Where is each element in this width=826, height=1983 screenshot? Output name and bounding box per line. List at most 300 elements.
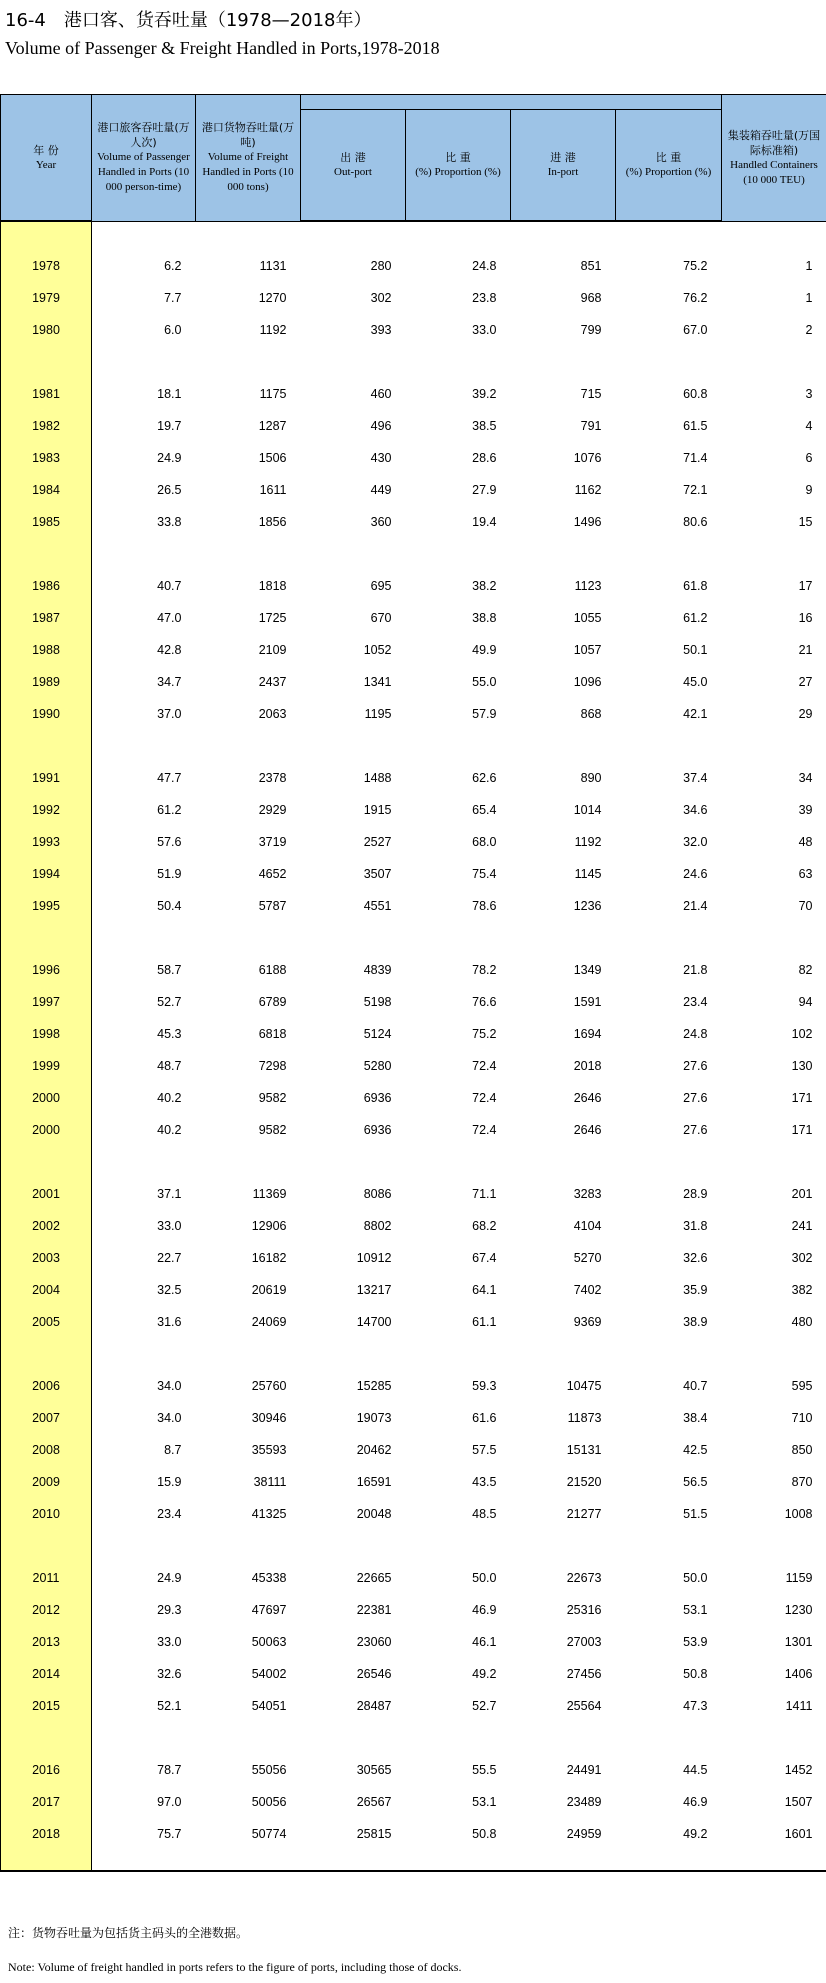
passenger-cell: 31.6 — [157, 1315, 182, 1329]
inport-cell: 1694 — [573, 1027, 602, 1041]
outport-cell: 2527 — [363, 835, 392, 849]
blank-cell — [406, 538, 511, 570]
inport-cell: 1123 — [574, 579, 602, 593]
freight-cell: 20619 — [251, 1283, 287, 1297]
year-cell: 2004 — [1, 1274, 92, 1306]
passenger-cell: 7.7 — [164, 291, 182, 305]
year-cell: 2000 — [1, 1082, 92, 1114]
outport-cell: 670 — [370, 611, 392, 625]
containers-cell: 21 — [798, 643, 813, 657]
in-proportion-cell: 24.6 — [683, 867, 708, 881]
blank-cell — [511, 922, 616, 954]
inport-cell: 25316 — [566, 1603, 602, 1617]
blank-cell — [92, 1722, 196, 1754]
table-row — [1, 954, 826, 986]
freight-cell: 50063 — [251, 1635, 287, 1649]
freight-cell: 1818 — [258, 579, 287, 593]
outport-cell: 13217 — [356, 1283, 392, 1297]
containers-cell: 1411 — [785, 1699, 813, 1713]
blank-cell — [196, 1722, 301, 1754]
table-row — [1, 1050, 826, 1082]
in-proportion-cell: 42.5 — [683, 1443, 708, 1457]
freight-cell: 1192 — [259, 323, 287, 337]
inport-cell: 1145 — [574, 867, 602, 881]
out-proportion-cell: 78.2 — [472, 963, 497, 977]
passenger-cell: 18.1 — [157, 387, 182, 401]
table-row — [1, 890, 826, 922]
out-proportion-cell: 50.8 — [472, 1827, 497, 1841]
blank-cell — [722, 1338, 826, 1370]
freight-cell: 6789 — [258, 995, 287, 1009]
in-proportion-cell: 32.0 — [683, 835, 708, 849]
outport-cell: 20462 — [356, 1443, 392, 1457]
table-row — [1, 570, 826, 602]
in-proportion-cell: 51.5 — [683, 1507, 708, 1521]
in-proportion-cell: 49.2 — [683, 1827, 708, 1841]
blank-cell — [406, 1338, 511, 1370]
freight-cell: 38111 — [253, 1475, 287, 1489]
blank-cell — [616, 1722, 722, 1754]
passenger-cell: 75.7 — [157, 1827, 182, 1841]
passenger-cell: 15.9 — [157, 1475, 182, 1489]
blank-cell — [722, 922, 826, 954]
table-row — [1, 986, 826, 1018]
blank-cell — [196, 1530, 301, 1562]
header-year: 年 份 Year — [1, 95, 92, 222]
outport-cell: 496 — [370, 419, 392, 433]
out-proportion-cell: 55.5 — [472, 1763, 497, 1777]
in-proportion-cell: 27.6 — [683, 1059, 708, 1073]
table-row — [1, 858, 826, 890]
containers-cell: 241 — [791, 1219, 813, 1233]
outport-cell: 19073 — [356, 1411, 392, 1425]
table-row — [1, 1690, 826, 1722]
out-proportion-cell: 75.4 — [472, 867, 497, 881]
passenger-cell: 37.0 — [157, 707, 182, 721]
year-cell — [1, 1146, 92, 1178]
outport-cell: 6936 — [363, 1123, 392, 1137]
containers-cell: 4 — [805, 419, 813, 433]
blank-cell — [511, 730, 616, 762]
table-title-en: Volume of Passenger & Freight Handled in Ports,1978-2018 — [5, 38, 440, 58]
freight-cell: 4652 — [258, 867, 287, 881]
outport-cell: 302 — [370, 291, 392, 305]
table-row — [1, 1818, 826, 1850]
spacer-row — [1, 1146, 826, 1178]
freight-cell: 24069 — [251, 1315, 287, 1329]
in-proportion-cell: 27.6 — [683, 1123, 708, 1137]
out-proportion-cell: 24.8 — [472, 259, 497, 273]
in-proportion-cell: 50.1 — [683, 643, 708, 657]
table-row — [1, 474, 826, 506]
spacer-row — [1, 1530, 826, 1562]
passenger-cell: 34.0 — [157, 1411, 182, 1425]
containers-cell: 16 — [798, 611, 813, 625]
inport-cell: 1349 — [573, 963, 602, 977]
year-cell: 2006 — [1, 1370, 92, 1402]
spacer-row — [1, 221, 826, 250]
containers-cell: 171 — [791, 1123, 813, 1137]
blank-cell — [722, 1146, 826, 1178]
blank-cell — [616, 1338, 722, 1370]
spacer-row — [1, 1850, 826, 1871]
inport-cell: 2018 — [573, 1059, 602, 1073]
inport-cell: 1055 — [573, 611, 602, 625]
out-proportion-cell: 19.4 — [472, 515, 497, 529]
header-containers: 集装箱吞吐量(万国际标准箱) Handled Containers (10 000 TEU) — [722, 95, 826, 222]
outport-cell: 430 — [370, 451, 392, 465]
freight-cell: 7298 — [258, 1059, 287, 1073]
in-proportion-cell: 50.0 — [683, 1571, 708, 1585]
freight-cell: 1270 — [258, 291, 287, 305]
blank-cell — [722, 221, 826, 250]
containers-cell: 3 — [805, 387, 813, 401]
containers-cell: 39 — [798, 803, 813, 817]
inport-cell: 715 — [580, 387, 602, 401]
containers-cell: 29 — [798, 707, 813, 721]
passenger-cell: 6.2 — [164, 259, 182, 273]
outport-cell: 5198 — [363, 995, 392, 1009]
blank-cell — [616, 1530, 722, 1562]
passenger-cell: 34.7 — [157, 675, 182, 689]
out-proportion-cell: 57.9 — [472, 707, 497, 721]
table-row — [1, 602, 826, 634]
outport-cell: 8802 — [363, 1219, 392, 1233]
inport-cell: 1014 — [573, 803, 602, 817]
year-cell: 1986 — [1, 570, 92, 602]
out-proportion-cell: 68.2 — [472, 1219, 497, 1233]
freight-cell: 1611 — [259, 483, 287, 497]
passenger-cell: 34.0 — [157, 1379, 182, 1393]
in-proportion-cell: 47.3 — [683, 1699, 708, 1713]
freight-cell: 9582 — [258, 1091, 287, 1105]
passenger-cell: 57.6 — [157, 835, 182, 849]
containers-cell: 102 — [791, 1027, 813, 1041]
table-row — [1, 1434, 826, 1466]
containers-cell: 850 — [791, 1443, 813, 1457]
passenger-cell: 33.0 — [157, 1635, 182, 1649]
inport-cell: 851 — [580, 259, 602, 273]
year-cell — [1, 221, 92, 250]
in-proportion-cell: 75.2 — [683, 259, 708, 273]
table-row — [1, 762, 826, 794]
table-row — [1, 1274, 826, 1306]
outport-cell: 1052 — [363, 643, 392, 657]
out-proportion-cell: 61.1 — [472, 1315, 497, 1329]
outport-cell: 1195 — [364, 707, 392, 721]
blank-cell — [301, 1338, 406, 1370]
blank-cell — [406, 1530, 511, 1562]
containers-cell: 1301 — [784, 1635, 813, 1649]
passenger-cell: 48.7 — [157, 1059, 182, 1073]
out-proportion-cell: 52.7 — [472, 1699, 497, 1713]
blank-cell — [92, 1338, 196, 1370]
freight-cell: 16182 — [251, 1251, 287, 1265]
year-cell — [1, 346, 92, 378]
in-proportion-cell: 38.4 — [683, 1411, 708, 1425]
out-proportion-cell: 59.3 — [472, 1379, 497, 1393]
containers-cell: 6 — [805, 451, 813, 465]
in-proportion-cell: 46.9 — [683, 1795, 708, 1809]
table-row — [1, 1626, 826, 1658]
in-proportion-cell: 37.4 — [683, 771, 708, 785]
out-proportion-cell: 46.9 — [472, 1603, 497, 1617]
in-proportion-cell: 76.2 — [683, 291, 708, 305]
year-cell: 2009 — [1, 1466, 92, 1498]
freight-cell: 50774 — [251, 1827, 287, 1841]
out-proportion-cell: 38.2 — [472, 579, 497, 593]
outport-cell: 25815 — [356, 1827, 392, 1841]
blank-cell — [92, 1530, 196, 1562]
out-proportion-cell: 39.2 — [472, 387, 497, 401]
out-proportion-cell: 55.0 — [472, 675, 497, 689]
in-proportion-cell: 53.1 — [683, 1603, 708, 1617]
year-cell: 2010 — [1, 1498, 92, 1530]
containers-cell: 870 — [791, 1475, 813, 1489]
spacer-row — [1, 730, 826, 762]
blank-cell — [406, 1850, 511, 1871]
outport-cell: 16591 — [356, 1475, 392, 1489]
freight-cell: 1287 — [258, 419, 287, 433]
spacer-row — [1, 922, 826, 954]
out-proportion-cell: 38.5 — [472, 419, 497, 433]
freight-cell: 35593 — [251, 1443, 287, 1457]
containers-cell: 1 — [805, 291, 813, 305]
passenger-cell: 37.1 — [157, 1187, 182, 1201]
freight-cell: 54051 — [251, 1699, 287, 1713]
table-body — [1, 221, 826, 1871]
header-passenger: 港口旅客吞吐量(万人次) Volume of Passenger Handled in Ports (10 000 person-time) — [92, 95, 196, 222]
blank-cell — [196, 1146, 301, 1178]
year-cell: 1987 — [1, 602, 92, 634]
out-proportion-cell: 68.0 — [472, 835, 497, 849]
header-freight: 港口货物吞吐量(万吨) Volume of Freight Handled in Ports (10 000 tons) — [196, 95, 301, 222]
freight-cell: 30946 — [251, 1411, 287, 1425]
table-row — [1, 1306, 826, 1338]
freight-cell: 2378 — [258, 771, 287, 785]
freight-cell: 1131 — [259, 259, 287, 273]
table-row — [1, 1178, 826, 1210]
inport-cell: 2646 — [573, 1123, 602, 1137]
table-row — [1, 1786, 826, 1818]
year-cell — [1, 1530, 92, 1562]
table-row — [1, 1082, 826, 1114]
freight-cell: 2437 — [258, 675, 287, 689]
year-cell: 1992 — [1, 794, 92, 826]
blank-cell — [196, 730, 301, 762]
blank-cell — [196, 346, 301, 378]
out-proportion-cell: 49.9 — [472, 643, 497, 657]
blank-cell — [301, 538, 406, 570]
containers-cell: 9 — [805, 483, 813, 497]
blank-cell — [196, 538, 301, 570]
containers-cell: 302 — [791, 1251, 813, 1265]
table-row — [1, 1402, 826, 1434]
out-proportion-cell: 43.5 — [472, 1475, 497, 1489]
containers-cell: 171 — [791, 1091, 813, 1105]
passenger-cell: 61.2 — [157, 803, 182, 817]
inport-cell: 21520 — [566, 1475, 602, 1489]
freight-cell: 6188 — [258, 963, 287, 977]
passenger-cell: 29.3 — [157, 1603, 182, 1617]
blank-cell — [616, 1146, 722, 1178]
passenger-cell: 52.1 — [157, 1699, 182, 1713]
blank-cell — [511, 1722, 616, 1754]
outport-cell: 280 — [370, 259, 392, 273]
containers-cell: 1452 — [784, 1763, 813, 1777]
blank-cell — [301, 730, 406, 762]
blank-cell — [511, 346, 616, 378]
year-cell: 1984 — [1, 474, 92, 506]
containers-cell: 15 — [798, 515, 813, 529]
inport-cell: 1496 — [573, 515, 602, 529]
blank-cell — [406, 1146, 511, 1178]
outport-cell: 695 — [370, 579, 392, 593]
blank-cell — [511, 1146, 616, 1178]
passenger-cell: 78.7 — [157, 1763, 182, 1777]
inport-cell: 1076 — [573, 451, 602, 465]
header-out-proportion: 比 重 (%) Proportion (%) — [406, 110, 511, 222]
year-cell: 2017 — [1, 1786, 92, 1818]
header-outport: 出 港 Out-port — [301, 110, 406, 222]
in-proportion-cell: 40.7 — [683, 1379, 708, 1393]
in-proportion-cell: 34.6 — [683, 803, 708, 817]
inport-cell: 3283 — [573, 1187, 602, 1201]
freight-cell: 2929 — [258, 803, 287, 817]
blank-cell — [301, 1850, 406, 1871]
year-cell: 2001 — [1, 1178, 92, 1210]
freight-cell: 1506 — [258, 451, 287, 465]
year-cell: 1978 — [1, 250, 92, 282]
freight-cell: 2109 — [258, 643, 287, 657]
year-cell — [1, 922, 92, 954]
blank-cell — [406, 1722, 511, 1754]
freight-cell: 55056 — [251, 1763, 287, 1777]
footnote-cn: 注：货物吞吐量为包括货主码头的全港数据。 — [8, 1926, 249, 1940]
spacer-row — [1, 1338, 826, 1370]
inport-cell: 24959 — [566, 1827, 602, 1841]
table-row — [1, 282, 826, 314]
blank-cell — [406, 922, 511, 954]
out-proportion-cell: 28.6 — [472, 451, 497, 465]
outport-cell: 26567 — [356, 1795, 392, 1809]
passenger-cell: 42.8 — [157, 643, 182, 657]
in-proportion-cell: 61.5 — [683, 419, 708, 433]
table-row — [1, 314, 826, 346]
year-cell: 1983 — [1, 442, 92, 474]
year-cell: 1985 — [1, 506, 92, 538]
blank-cell — [92, 1850, 196, 1871]
outport-cell: 5124 — [363, 1027, 392, 1041]
year-cell: 1997 — [1, 986, 92, 1018]
blank-cell — [92, 922, 196, 954]
containers-cell: 1 — [805, 259, 813, 273]
year-cell: 1995 — [1, 890, 92, 922]
out-proportion-cell: 50.0 — [472, 1571, 497, 1585]
containers-cell: 1507 — [784, 1795, 813, 1809]
in-proportion-cell: 44.5 — [683, 1763, 708, 1777]
containers-cell: 710 — [791, 1411, 813, 1425]
year-cell: 1981 — [1, 378, 92, 410]
passenger-cell: 51.9 — [157, 867, 182, 881]
inport-cell: 23489 — [566, 1795, 602, 1809]
blank-cell — [196, 221, 301, 250]
spacer-row — [1, 1722, 826, 1754]
inport-cell: 791 — [580, 419, 602, 433]
year-cell: 2018 — [1, 1818, 92, 1850]
blank-cell — [616, 221, 722, 250]
blank-cell — [301, 1722, 406, 1754]
out-proportion-cell: 38.8 — [472, 611, 497, 625]
in-proportion-cell: 32.6 — [683, 1251, 708, 1265]
passenger-cell: 32.5 — [157, 1283, 182, 1297]
passenger-cell: 47.7 — [157, 771, 182, 785]
year-cell: 1998 — [1, 1018, 92, 1050]
outport-cell: 360 — [370, 515, 392, 529]
blank-cell — [511, 1850, 616, 1871]
inport-cell: 24491 — [566, 1763, 602, 1777]
containers-cell: 201 — [791, 1187, 813, 1201]
in-proportion-cell: 45.0 — [683, 675, 708, 689]
blank-cell — [406, 730, 511, 762]
inport-cell: 10475 — [566, 1379, 602, 1393]
year-cell: 1979 — [1, 282, 92, 314]
containers-cell: 63 — [798, 867, 813, 881]
outport-cell: 23060 — [356, 1635, 392, 1649]
containers-cell: 82 — [798, 963, 813, 977]
inport-cell: 1591 — [573, 995, 602, 1009]
passenger-cell: 58.7 — [157, 963, 182, 977]
blank-cell — [92, 1146, 196, 1178]
table-row — [1, 410, 826, 442]
table-row — [1, 1498, 826, 1530]
year-cell: 2008 — [1, 1434, 92, 1466]
blank-cell — [196, 922, 301, 954]
out-proportion-cell: 71.1 — [472, 1187, 497, 1201]
containers-cell: 27 — [798, 675, 813, 689]
table-row — [1, 1594, 826, 1626]
blank-cell — [511, 221, 616, 250]
out-proportion-cell: 72.4 — [472, 1059, 497, 1073]
blank-cell — [196, 1338, 301, 1370]
year-cell: 2005 — [1, 1306, 92, 1338]
year-cell: 1990 — [1, 698, 92, 730]
year-cell — [1, 730, 92, 762]
table-row — [1, 1562, 826, 1594]
outport-cell: 5280 — [363, 1059, 392, 1073]
in-proportion-cell: 31.8 — [683, 1219, 708, 1233]
passenger-cell: 19.7 — [157, 419, 182, 433]
freight-cell: 12906 — [251, 1219, 287, 1233]
out-proportion-cell: 64.1 — [472, 1283, 497, 1297]
in-proportion-cell: 38.9 — [683, 1315, 708, 1329]
passenger-cell: 97.0 — [157, 1795, 182, 1809]
year-cell: 2003 — [1, 1242, 92, 1274]
table-row — [1, 826, 826, 858]
in-proportion-cell: 23.4 — [683, 995, 708, 1009]
out-proportion-cell: 57.5 — [472, 1443, 497, 1457]
outport-cell: 14700 — [356, 1315, 392, 1329]
containers-cell: 1008 — [784, 1507, 813, 1521]
table-row — [1, 1466, 826, 1498]
blank-cell — [406, 221, 511, 250]
freight-cell: 11369 — [252, 1187, 287, 1201]
in-proportion-cell: 71.4 — [683, 451, 708, 465]
inport-cell: 5270 — [573, 1251, 602, 1265]
year-cell: 1980 — [1, 314, 92, 346]
containers-cell: 2 — [805, 323, 813, 337]
containers-cell: 130 — [791, 1059, 813, 1073]
